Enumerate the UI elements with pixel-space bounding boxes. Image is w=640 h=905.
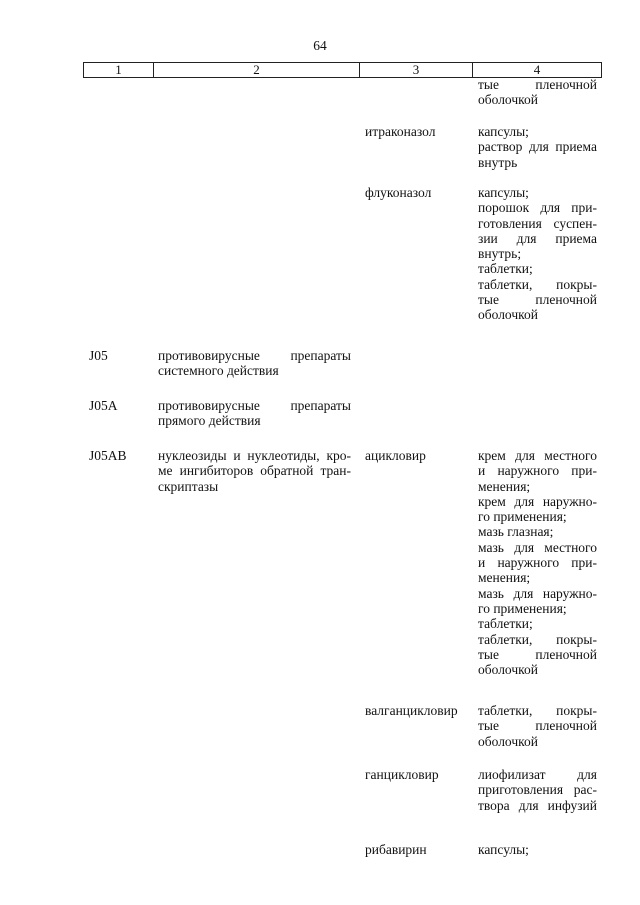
table-header-col-3: 3 [359,63,472,77]
group-line: прямого действия [158,413,261,429]
dosage-form-line: крем для местного [478,448,597,463]
dosage-form-line: оболочкой [478,733,538,749]
dosage-form-line: го применения; [478,600,567,616]
dosage-form-line: внутрь; [478,246,522,262]
dosage-form-line: мазь глазная; [478,524,554,540]
group-line: противовирусные препараты [158,398,351,413]
dosage-form-line: крем для наружно- [478,493,597,509]
dosage-form-line: капсулы; [478,185,529,200]
dosage-form-line: тые пленочной [478,77,597,92]
dosage-form-line: порошок для при- [478,200,597,216]
dosage-form-line: приготовления рас- [478,782,597,798]
drug-name: итраконазол [365,124,436,139]
dosage-forms [478,124,597,170]
group-line: ме ингибиторов обратной тран- [158,463,351,479]
dosage-form-line: и наружного при- [478,555,597,571]
table-header-col-1: 1 [83,63,153,77]
table-header-col-4: 4 [472,63,602,77]
dosage-form-line: оболочкой [478,307,538,323]
drug-name: ацикловир [365,448,426,463]
group-line: противовирусные препараты [158,348,351,363]
atc-code: J05AB [89,448,127,463]
dosage-forms [478,448,597,677]
dosage-form-line: мазь для наружно- [478,585,597,601]
atc-group-name [158,448,351,494]
drug-name: ганцикловир [365,767,439,782]
dosage-form-line: раствор для приема [478,139,597,155]
dosage-form-line: внутрь [478,154,518,170]
dosage-forms [478,77,597,108]
dosage-forms [478,767,597,813]
drug-name: рибавирин [365,842,427,857]
dosage-form-line: тые пленочной [478,646,597,662]
dosage-form-line: таблетки; [478,616,533,632]
dosage-form-line: капсулы; [478,124,529,139]
dosage-form-line: мазь для местного [478,539,597,555]
dosage-form-line: го применения; [478,509,567,525]
dosage-form-line: и наружного при- [478,463,597,479]
dosage-form-line: таблетки; [478,261,533,277]
dosage-form-line: оболочкой [478,662,538,678]
atc-code: J05A [89,398,118,413]
dosage-form-line: таблетки, покры- [478,703,597,718]
drug-name: валганцикловир [365,703,458,718]
dosage-form-line: тые пленочной [478,292,597,308]
drug-name: флуконазол [365,185,432,200]
table-header-col-2: 2 [153,63,359,77]
page-number: 64 [313,38,327,53]
group-line: системного действия [158,363,279,379]
dosage-form-line: готовления суспен- [478,215,597,231]
dosage-form-line: таблетки, покры- [478,631,597,647]
dosage-form-line: менения; [478,570,531,586]
dosage-forms [478,185,597,323]
dosage-form-line: тые пленочной [478,718,597,734]
dosage-form-line: зии для приема [478,230,597,246]
dosage-forms [478,842,597,857]
dosage-form-line: лиофилизат для [478,767,597,782]
atc-code: J05 [89,348,108,363]
dosage-form-line: капсулы; [478,842,529,857]
dosage-form-line: менения; [478,478,531,494]
group-line: скриптазы [158,478,219,494]
dosage-form-line: твора для инфузий [478,797,597,813]
dosage-forms [478,703,597,749]
dosage-form-line: таблетки, покры- [478,276,597,292]
group-line: нуклеозиды и нуклеотиды, кро- [158,448,351,463]
dosage-form-line: оболочкой [478,92,538,108]
table-header-row [83,62,602,78]
atc-group-name [158,348,351,379]
atc-group-name [158,398,351,429]
